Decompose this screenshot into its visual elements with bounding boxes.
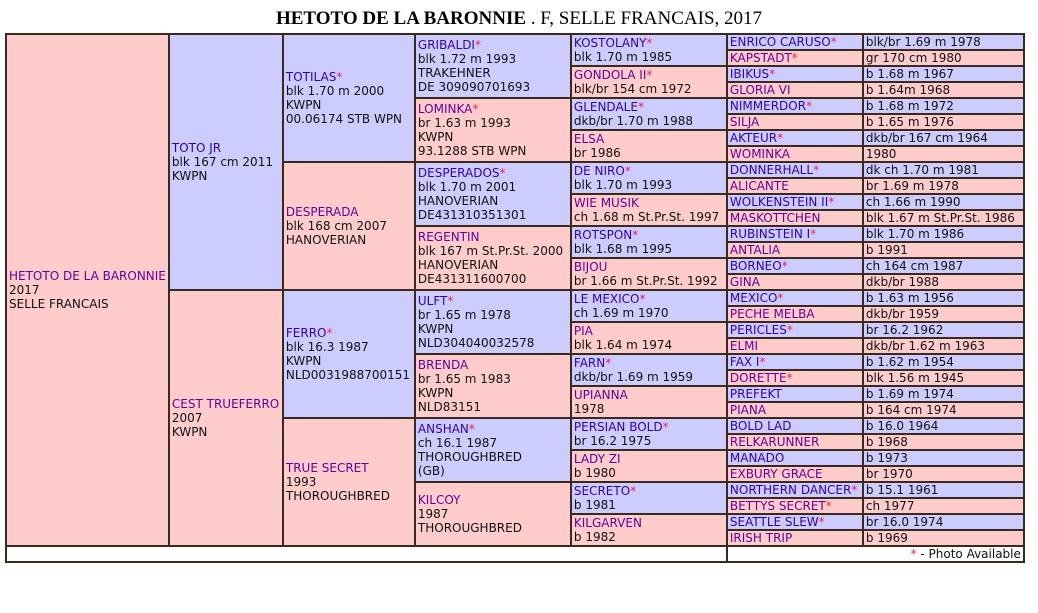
horse-detail: 2007	[171, 411, 203, 425]
horse-name-link[interactable]: ULFT	[417, 294, 448, 308]
footer-blank	[6, 546, 727, 562]
gen5-name-cell	[727, 274, 863, 290]
gen5-info-cell: b 1968	[863, 434, 1024, 450]
horse-name-link[interactable]: RUBINSTEIN I	[729, 227, 811, 241]
gen5-name-cell	[727, 370, 863, 386]
gen5-name-cell	[727, 242, 863, 258]
gen5-name-cell	[727, 466, 863, 482]
gen4-cell	[571, 322, 727, 354]
gen2-cell	[283, 162, 415, 290]
horse-detail: HANOVERIAN	[417, 258, 499, 272]
gen3-cell	[415, 162, 571, 226]
horse-detail: NLD304040032578	[417, 336, 535, 350]
horse-name-link[interactable]: DE NIRO	[573, 164, 625, 178]
gen5-name-cell	[727, 34, 863, 50]
horse-detail: br 1.65 m 1983	[417, 372, 511, 386]
gen5-info-cell: br 1970	[863, 466, 1024, 482]
gen4-cell	[571, 418, 727, 450]
pedigree-table	[5, 33, 1025, 563]
photo-available-icon[interactable]: *	[499, 166, 506, 180]
gen5-info-cell: 1980	[863, 146, 1024, 162]
horse-detail: KWPN	[285, 354, 322, 368]
horse-detail: 93.1288 STB WPN	[417, 144, 527, 158]
horse-name-link[interactable]: MEXICO	[729, 291, 778, 305]
horse-name-link[interactable]: KILGARVEN	[573, 516, 642, 530]
gen5-info-cell: ch 1.66 m 1990	[863, 194, 1024, 210]
gen5-info-cell: b 16.0 1964	[863, 418, 1024, 434]
horse-name-link[interactable]: FARN	[573, 356, 606, 370]
photo-available-icon[interactable]: *	[326, 326, 333, 340]
horse-name-link[interactable]: ALICANTE	[729, 179, 789, 193]
horse-name-link[interactable]: AKTEUR	[729, 131, 778, 145]
horse-name-link[interactable]: TRUE SECRET	[285, 461, 369, 475]
gen5-name-cell	[727, 418, 863, 434]
horse-name-link[interactable]: FAX I	[729, 355, 760, 369]
gen5-info-cell: b 164 cm 1974	[863, 402, 1024, 418]
gen3-cell	[415, 418, 571, 482]
horse-detail: 2017	[9, 283, 40, 297]
gen2-cell	[283, 290, 415, 418]
photo-available-icon[interactable]: *	[637, 100, 644, 114]
horse-name-link[interactable]: LOMINKA	[417, 102, 473, 116]
horse-name-link[interactable]: FERRO	[285, 326, 327, 340]
gen5-name-cell	[727, 338, 863, 354]
gen5-info-cell: b 1.65 m 1976	[863, 114, 1024, 130]
horse-detail: blk/br 154 cm 1972	[573, 82, 692, 96]
horse-name-link[interactable]: PERSIAN BOLD	[573, 420, 663, 434]
gen5-name-cell	[727, 66, 863, 82]
gen4-cell	[571, 66, 727, 98]
pedigree-row	[6, 34, 1024, 50]
gen5-name-cell	[727, 482, 863, 498]
gen4-cell	[571, 98, 727, 130]
horse-detail: blk 1.70 m 2000	[285, 84, 385, 98]
gen5-info-cell: dkb/br 1.62 m 1963	[863, 338, 1024, 354]
gen4-cell	[571, 354, 727, 386]
horse-detail: DE431311600700	[417, 272, 527, 286]
horse-detail: blk 1.70 m 1993	[573, 178, 673, 192]
horse-detail: blk 16.3 1987	[285, 340, 369, 354]
horse-name-link[interactable]: HETOTO DE LA BARONNIE	[9, 269, 166, 283]
gen5-name-cell	[727, 130, 863, 146]
horse-detail: ch 1.68 m St.Pr.St. 1997	[573, 210, 720, 224]
horse-detail: KWPN	[285, 98, 322, 112]
gen5-name-cell	[727, 50, 863, 66]
horse-detail: blk 1.68 m 1995	[573, 242, 673, 256]
horse-name-link[interactable]: LE MEXICO	[573, 292, 640, 306]
photo-available-icon[interactable]: *	[468, 422, 475, 436]
horse-detail: DE431310351301	[417, 208, 527, 222]
gen5-info-cell: b 1.62 m 1954	[863, 354, 1024, 370]
gen4-cell	[571, 514, 727, 546]
horse-name-link[interactable]: KAPSTADT	[729, 51, 792, 65]
horse-name-link[interactable]: TOTILAS	[285, 70, 337, 84]
horse-name-link[interactable]: NIMMERDOR	[729, 99, 807, 113]
horse-detail: 1993	[285, 475, 317, 489]
gen5-name-cell	[727, 258, 863, 274]
photo-available-icon[interactable]: *	[781, 259, 788, 273]
gen5-info-cell: blk 1.70 m 1986	[863, 226, 1024, 242]
photo-available-icon[interactable]: *	[806, 99, 813, 113]
photo-available-icon[interactable]: *	[336, 70, 343, 84]
photo-available-icon[interactable]: *	[624, 164, 631, 178]
horse-detail: NLD0031988700151	[285, 368, 411, 382]
horse-name-link[interactable]: BETTYS SECRET	[729, 499, 826, 513]
horse-detail: ch 16.1 1987	[417, 436, 497, 450]
horse-detail: blk 1.72 m 1993	[417, 52, 517, 66]
gen4-cell	[571, 258, 727, 290]
photo-available-icon[interactable]: *	[786, 323, 793, 337]
horse-name-link[interactable]: SEATTLE SLEW	[729, 515, 819, 529]
horse-name-link[interactable]: PREFEKT	[729, 387, 782, 401]
photo-available-icon[interactable]: *	[769, 67, 776, 81]
horse-name-link[interactable]: PECHE MELBA	[729, 307, 815, 321]
horse-detail: 1987	[417, 507, 449, 521]
horse-name-link[interactable]: ELMI	[729, 339, 759, 353]
photo-available-icon[interactable]: *	[818, 515, 825, 529]
photo-available-icon[interactable]: *	[474, 38, 481, 52]
gen3-cell	[415, 354, 571, 418]
page-title	[0, 8, 1038, 30]
gen5-name-cell	[727, 514, 863, 530]
photo-available-icon: *	[910, 547, 917, 561]
gen3-cell	[415, 34, 571, 98]
horse-detail: br 1.65 m 1978	[417, 308, 511, 322]
gen4-cell	[571, 194, 727, 226]
horse-name-link[interactable]: GINA	[729, 275, 760, 289]
gen5-name-cell	[727, 82, 863, 98]
gen4-cell	[571, 162, 727, 194]
gen5-info-cell: b 1991	[863, 242, 1024, 258]
horse-name-link[interactable]: GLORIA VI	[729, 83, 791, 97]
subject-cell	[6, 34, 169, 546]
gen5-info-cell: b 1.63 m 1956	[863, 290, 1024, 306]
horse-detail: NLD83151	[417, 400, 481, 414]
gen5-name-cell	[727, 290, 863, 306]
horse-name-link[interactable]: BORNEO	[729, 259, 782, 273]
gen4-cell	[571, 386, 727, 418]
horse-name-link[interactable]: SECRETO	[573, 484, 631, 498]
gen3-cell	[415, 290, 571, 354]
horse-detail: (GB)	[417, 464, 445, 478]
gen2-cell	[283, 418, 415, 546]
horse-name-link[interactable]: BRENDA	[417, 358, 469, 372]
horse-name-link[interactable]: IRISH TRIP	[729, 531, 793, 545]
gen4-cell	[571, 482, 727, 514]
horse-name-link[interactable]: SILJA	[729, 115, 760, 129]
gen5-info-cell: b 1.68 m 1967	[863, 66, 1024, 82]
photo-available-icon[interactable]: *	[605, 356, 612, 370]
horse-name-link[interactable]: GRIBALDI	[417, 38, 475, 52]
horse-detail: br 16.2 1975	[573, 434, 652, 448]
horse-name-link[interactable]: EXBURY GRACE	[729, 467, 823, 481]
dam-cell	[169, 290, 283, 546]
horse-name-link[interactable]: ENRICO CARUSO	[729, 35, 831, 49]
horse-name-link[interactable]: LADY ZI	[573, 452, 621, 466]
horse-detail: ch 1.69 m 1970	[573, 306, 669, 320]
horse-name-link[interactable]: NORTHERN DANCER	[729, 483, 852, 497]
gen5-info-cell: blk 1.56 m 1945	[863, 370, 1024, 386]
photo-available-icon[interactable]: *	[777, 291, 784, 305]
photo-available-icon[interactable]: *	[632, 228, 639, 242]
horse-detail: SELLE FRANCAIS	[9, 297, 109, 311]
photo-available-icon[interactable]: *	[851, 483, 858, 497]
photo-available-icon[interactable]: *	[777, 131, 784, 145]
photo-available-icon[interactable]: *	[759, 355, 766, 369]
gen4-cell	[571, 130, 727, 162]
horse-name-link[interactable]: WOMINKA	[729, 147, 790, 161]
gen2-cell	[283, 34, 415, 162]
horse-name-link[interactable]: GLENDALE	[573, 100, 638, 114]
title-details: . F, SELLE FRANCAIS, 2017	[526, 8, 763, 29]
gen5-info-cell: b 1969	[863, 530, 1024, 546]
horse-detail: TRAKEHNER	[417, 66, 491, 80]
gen5-name-cell	[727, 226, 863, 242]
gen5-name-cell	[727, 306, 863, 322]
photo-available-icon[interactable]: *	[662, 420, 669, 434]
gen5-name-cell	[727, 322, 863, 338]
horse-name-link[interactable]: MANADO	[729, 451, 785, 465]
horse-name-link[interactable]: WOLKENSTEIN II	[729, 195, 829, 209]
horse-detail: 1978	[573, 402, 605, 416]
photo-available-icon[interactable]: *	[447, 294, 454, 308]
horse-name-link[interactable]: ANSHAN	[417, 422, 469, 436]
horse-name-link[interactable]: ROTSPON	[573, 228, 633, 242]
gen5-info-cell: ch 1977	[863, 498, 1024, 514]
photo-available-icon[interactable]: *	[828, 195, 835, 209]
gen5-name-cell	[727, 178, 863, 194]
gen4-cell	[571, 290, 727, 322]
gen5-name-cell	[727, 498, 863, 514]
gen5-info-cell: b 1.68 m 1972	[863, 98, 1024, 114]
gen5-name-cell	[727, 162, 863, 178]
gen5-info-cell: dk ch 1.70 m 1981	[863, 162, 1024, 178]
photo-available-icon[interactable]: *	[810, 227, 817, 241]
gen5-name-cell	[727, 402, 863, 418]
horse-name-link[interactable]: CEST TRUEFERRO	[171, 397, 280, 411]
horse-name-link[interactable]: BOLD LAD	[729, 419, 792, 433]
gen4-cell	[571, 450, 727, 482]
horse-detail: KWPN	[417, 322, 454, 336]
horse-detail: THOROUGHBRED	[417, 521, 522, 535]
horse-detail: blk 1.70 m 1985	[573, 50, 673, 64]
horse-detail: b 1981	[573, 498, 616, 512]
horse-detail: blk 1.70 m 2001	[417, 180, 517, 194]
gen5-info-cell: b 1973	[863, 450, 1024, 466]
horse-detail: dkb/br 1.70 m 1988	[573, 114, 694, 128]
gen5-name-cell	[727, 146, 863, 162]
horse-name-link[interactable]: REGENTIN	[417, 230, 480, 244]
horse-detail: dkb/br 1.69 m 1959	[573, 370, 694, 384]
horse-name-link[interactable]: DORETTE	[729, 371, 787, 385]
photo-available-icon[interactable]: *	[830, 35, 837, 49]
horse-name-link[interactable]: IBIKUS	[729, 67, 770, 81]
horse-name-link[interactable]: ANTALIA	[729, 243, 781, 257]
sire-cell	[169, 34, 283, 290]
photo-available-icon[interactable]: *	[813, 163, 820, 177]
photo-available-icon[interactable]: *	[646, 68, 653, 82]
gen5-info-cell: b 1.64m 1968	[863, 82, 1024, 98]
horse-name-link[interactable]: WIE MUSIK	[573, 196, 639, 210]
gen5-info-cell: blk/br 1.69 m 1978	[863, 34, 1024, 50]
horse-name-link[interactable]: TOTO JR	[171, 141, 222, 155]
photo-legend-text: - Photo Available	[916, 547, 1021, 561]
gen4-cell	[571, 226, 727, 258]
gen5-info-cell: br 16.2 1962	[863, 322, 1024, 338]
gen5-info-cell: b 1.69 m 1974	[863, 386, 1024, 402]
gen5-name-cell	[727, 210, 863, 226]
horse-name-link[interactable]: KOSTOLANY	[573, 36, 647, 50]
horse-name-link[interactable]: ELSA	[573, 132, 605, 146]
horse-detail: HANOVERIAN	[285, 233, 367, 247]
horse-detail: KWPN	[171, 425, 208, 439]
photo-available-icon[interactable]: *	[630, 484, 637, 498]
horse-name-link[interactable]: DESPERADA	[285, 205, 359, 219]
horse-detail: KWPN	[171, 169, 208, 183]
horse-detail: DE 309090701693	[417, 80, 531, 94]
horse-name-link[interactable]: GONDOLA II	[573, 68, 647, 82]
gen5-info-cell: br 1.69 m 1978	[863, 178, 1024, 194]
horse-detail: b 1980	[573, 466, 616, 480]
photo-available-icon[interactable]: *	[786, 371, 793, 385]
gen5-info-cell: b 15.1 1961	[863, 482, 1024, 498]
gen5-name-cell	[727, 98, 863, 114]
horse-detail: blk 167 m St.Pr.St. 2000	[417, 244, 564, 258]
horse-name-link[interactable]: UPIANNA	[573, 388, 628, 402]
photo-available-icon[interactable]: *	[791, 51, 798, 65]
horse-detail: br 1986	[573, 146, 621, 160]
horse-detail: blk 1.64 m 1974	[573, 338, 673, 352]
footer-row	[6, 546, 1024, 562]
photo-available-icon[interactable]: *	[472, 102, 479, 116]
gen5-name-cell	[727, 114, 863, 130]
horse-name-link[interactable]: BIJOU	[573, 260, 608, 274]
gen5-info-cell: dkb/br 1988	[863, 274, 1024, 290]
horse-name-link[interactable]: MASKOTTCHEN	[729, 211, 821, 225]
gen5-info-cell: br 16.0 1974	[863, 514, 1024, 530]
photo-available-icon[interactable]: *	[639, 292, 646, 306]
horse-name-link[interactable]: KILCOY	[417, 493, 461, 507]
gen3-cell	[415, 98, 571, 162]
horse-detail: blk 168 cm 2007	[285, 219, 387, 233]
gen5-name-cell	[727, 434, 863, 450]
gen5-name-cell	[727, 354, 863, 370]
title-horse-name: HETOTO DE LA BARONNIE	[275, 8, 527, 29]
horse-detail: br 1.63 m 1993	[417, 116, 511, 130]
gen5-info-cell: gr 170 cm 1980	[863, 50, 1024, 66]
horse-name-link[interactable]: PERICLES	[729, 323, 787, 337]
horse-detail: br 1.66 m St.Pr.St. 1992	[573, 274, 718, 288]
horse-name-link[interactable]: RELKARUNNER	[729, 435, 820, 449]
photo-legend	[727, 546, 1024, 562]
horse-detail: KWPN	[417, 386, 454, 400]
horse-detail: KWPN	[417, 130, 454, 144]
gen3-cell	[415, 226, 571, 290]
gen5-name-cell	[727, 450, 863, 466]
horse-detail: blk 167 cm 2011	[171, 155, 273, 169]
photo-available-icon[interactable]: *	[646, 36, 653, 50]
gen5-name-cell	[727, 386, 863, 402]
horse-detail: THOROUGHBRED	[417, 450, 522, 464]
gen4-cell	[571, 34, 727, 66]
gen5-name-cell	[727, 194, 863, 210]
horse-name-link[interactable]: PIA	[573, 324, 593, 338]
gen3-cell	[415, 482, 571, 546]
horse-name-link[interactable]: DONNERHALL	[729, 163, 814, 177]
photo-available-icon[interactable]: *	[825, 499, 832, 513]
horse-name-link[interactable]: PIANA	[729, 403, 767, 417]
gen5-info-cell: dkb/br 167 cm 1964	[863, 130, 1024, 146]
horse-detail: THOROUGHBRED	[285, 489, 390, 503]
gen5-name-cell	[727, 530, 863, 546]
gen5-info-cell: dkb/br 1959	[863, 306, 1024, 322]
horse-detail: HANOVERIAN	[417, 194, 499, 208]
gen5-info-cell: ch 164 cm 1987	[863, 258, 1024, 274]
gen5-info-cell: blk 1.67 m St.Pr.St. 1986	[863, 210, 1024, 226]
horse-detail: 00.06174 STB WPN	[285, 112, 403, 126]
horse-detail: b 1982	[573, 530, 616, 544]
horse-name-link[interactable]: DESPERADOS	[417, 166, 500, 180]
